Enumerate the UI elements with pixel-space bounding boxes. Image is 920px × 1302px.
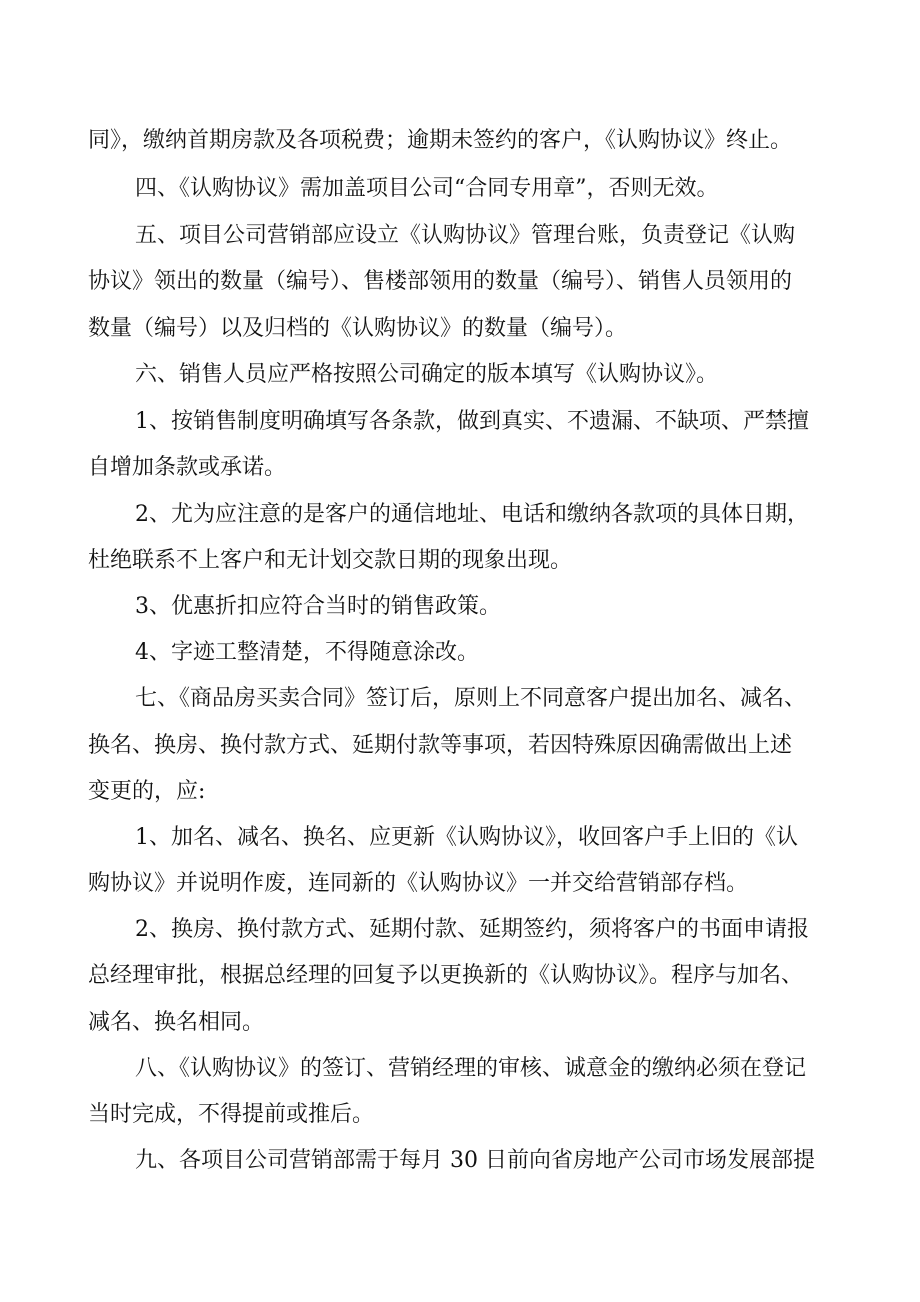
- text-line: 九、各项目公司营销部需于每月 30 日前向省房地产公司市场发展部提: [135, 1148, 815, 1173]
- text-line: 换名、换房、换付款方式、延期付款等事项，若因特殊原因确需做出上述: [88, 733, 793, 758]
- text-line: 六、销售人员应严格按照公司确定的版本填写《认购协议》。: [135, 362, 719, 387]
- text-line: 4、字迹工整清楚，不得随意涂改。: [135, 640, 479, 665]
- text-line: 数量（编号）以及归档的《认购协议》的数量（编号）。: [88, 316, 628, 341]
- text-line: 3、优惠折扣应符合当时的销售政策。: [135, 594, 501, 619]
- text-line: 杜绝联系不上客户和无计划交款日期的现象出现。: [88, 548, 573, 573]
- text-line: 减名、换名相同。: [88, 1010, 265, 1035]
- text-line: 同》，缴纳首期房款及各项税费；逾期未签约的客户，《认购协议》终止。: [88, 128, 793, 153]
- text-line: 自增加条款或承诺。: [88, 455, 287, 480]
- text-line: 1、加名、减名、换名、应更新《认购协议》，收回客户手上旧的《认: [135, 825, 798, 850]
- text-line: 1、按销售制度明确填写各条款，做到真实、不遗漏、不缺项、严禁擅: [135, 409, 809, 434]
- text-line: 七、《商品房买卖合同》签订后，原则上不同意客户提出加名、减名、: [135, 686, 807, 711]
- text-line: 协议》领出的数量（编号）、售楼部领用的数量（编号）、销售人员领用的: [88, 269, 793, 294]
- text-line: 八、《认购协议》的签订、营销经理的审核、诚意金的缴纳必须在登记: [135, 1056, 807, 1081]
- text-line: 四、《认购协议》需加盖项目公司“合同专用章”，否则无效。: [135, 176, 719, 201]
- text-line: 2、尤为应注意的是客户的通信地址、电话和缴纳各款项的具体日期，: [135, 502, 809, 527]
- text-line: 购协议》并说明作废，连同新的《认购协议》一并交给营销部存档。: [88, 871, 749, 896]
- text-line: 总经理审批，根据总经理的回复予以更换新的《认购协议》。程序与加名、: [88, 963, 804, 988]
- text-line: 五、项目公司营销部应设立《认购协议》管理台账，负责登记《认购: [135, 223, 796, 248]
- watermark-text: zixin.com.cn: [520, 603, 797, 656]
- text-line: 变更的，应:: [88, 779, 206, 804]
- text-line: 当时完成，不得提前或推后。: [88, 1102, 375, 1127]
- text-line: 2、换房、换付款方式、延期付款、延期签约，须将客户的书面申请报: [135, 917, 809, 942]
